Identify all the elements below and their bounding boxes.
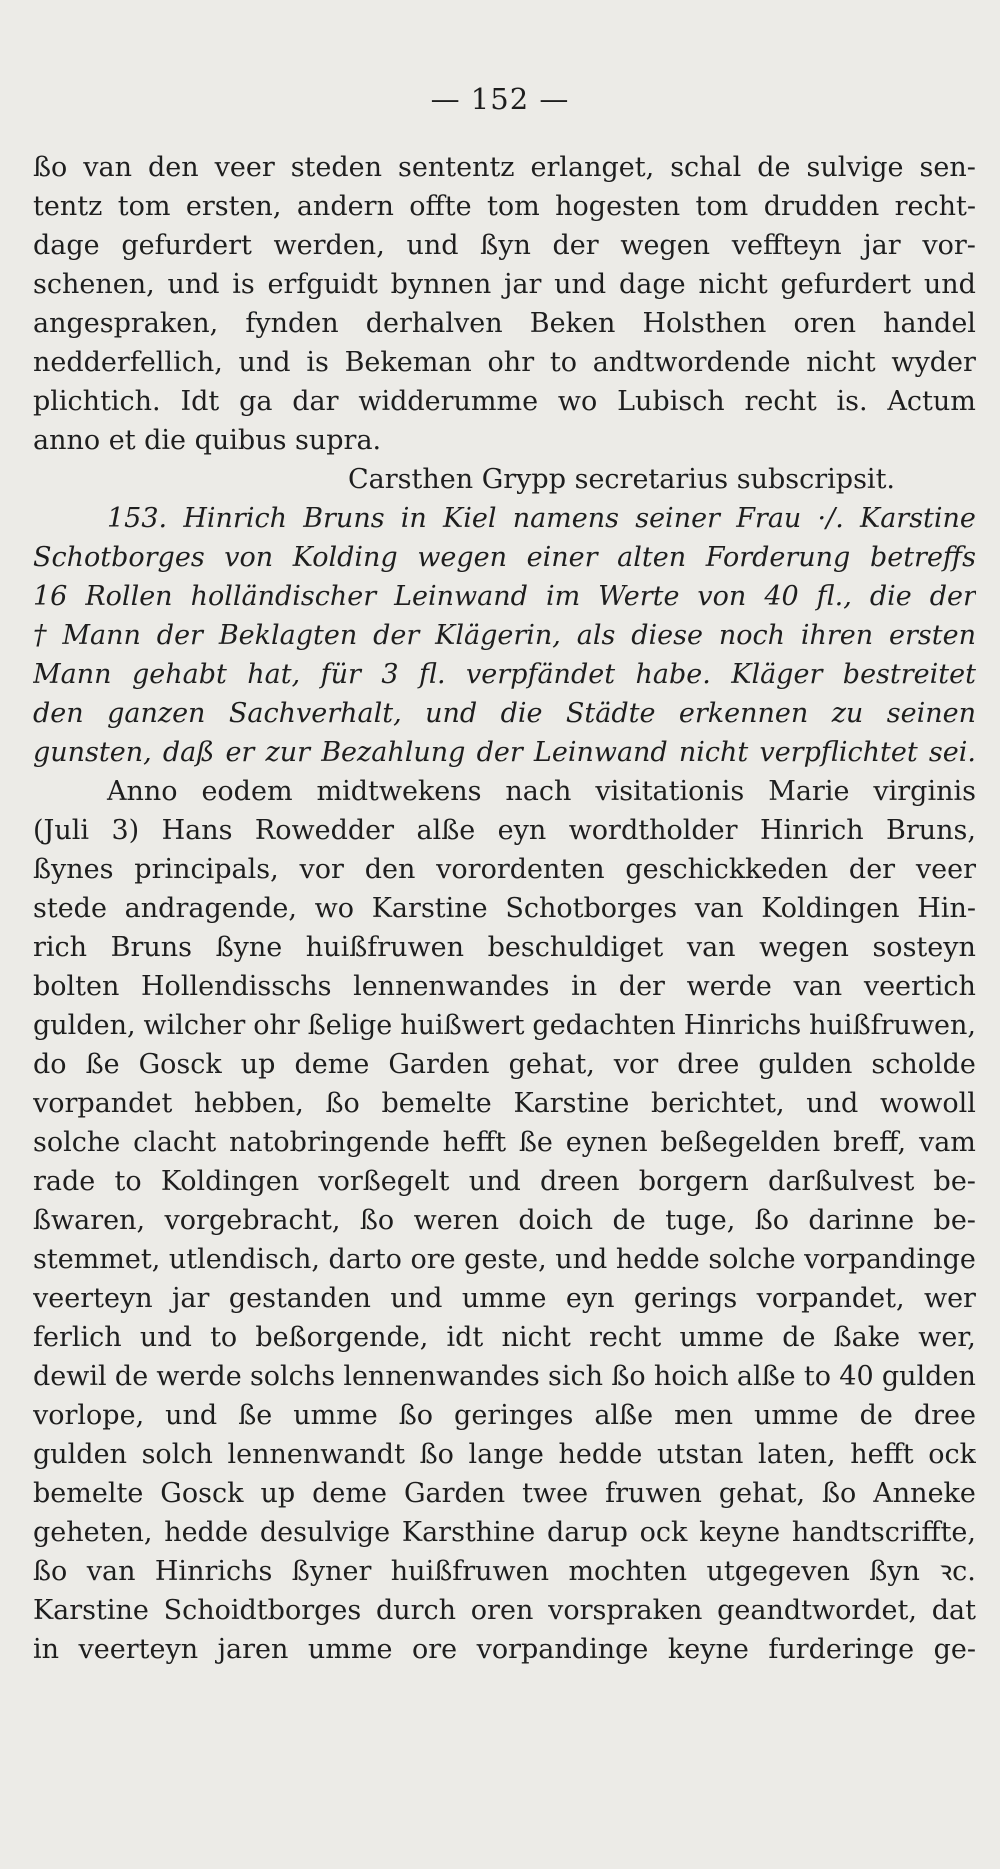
text-line: plichtich. Idt ga dar widderumme wo Lubisch recht is. Actum (33, 386, 976, 417)
text-line: vorlope, und ße umme ßo geringes alße men umme de dree (33, 1400, 976, 1431)
heading-summary-line: Schotborges von Kolding wegen einer alten Forderung betreffs (33, 542, 976, 573)
text-line: nedderfellich, und is Bekeman ohr to andtwordende nicht wyder (33, 347, 976, 378)
text-line: ßo van Hinrichs ßyner huißfruwen mochten utgegeven ßyn ꝛc. (33, 1556, 976, 1587)
text-line: angespraken, fynden derhalven Beken Holsthen oren handel (33, 308, 976, 339)
text-line: anno et die quibus supra. (33, 425, 382, 456)
heading-summary-line: den ganzen Sachverhalt, und die Städte erkennen zu seinen (33, 698, 976, 729)
text-line: Anno eodem midtwekens nach visitationis Marie virginis (107, 776, 976, 807)
page-number: — 152 — (430, 82, 570, 116)
text-line: ßwaren, vorgebracht, ßo weren doich de tuge, ßo darinne be- (33, 1205, 976, 1236)
text-line: rade to Koldingen vorßegelt und dreen borgern darßulvest be- (33, 1166, 976, 1197)
text-line: schenen, und is erfguidt bynnen jar und dage nicht gefurdert und (33, 269, 976, 300)
document-body (33, 148, 976, 1669)
text-line: gulden, wilcher ohr ßelige huißwert gedachten Hinrichs huißfruwen, (33, 1010, 976, 1041)
heading-summary-line: 153. Hinrich Bruns in Kiel namens seiner Frau ·/. Karstine (107, 503, 976, 534)
text-line: dewil de werde solchs lennenwandes sich ßo hoich alße to 40 gulden (33, 1361, 976, 1392)
text-line: geheten, hedde desulvige Karsthine darup ock keyne handtscriffte, (33, 1517, 976, 1548)
text-line: bemelte Gosck up deme Garden twee fruwen gehat, ßo Anneke (33, 1478, 976, 1509)
text-line: stede andragende, wo Karstine Schotborges van Koldingen Hin- (33, 893, 976, 924)
text-line: rich Bruns ßyne huißfruwen beschuldiget van wegen sosteyn (33, 932, 976, 963)
heading-summary-line: † Mann der Beklagten der Klägerin, als diese noch ihren ersten (33, 620, 976, 651)
text-line: dage gefurdert werden, und ßyn der wegen veffteyn jar vor- (33, 230, 976, 261)
text-line: (Juli 3) Hans Rowedder alße eyn wordtholder Hinrich Bruns, (33, 815, 976, 846)
heading-summary-line: Mann gehabt hat, für 3 fl. verpfändet habe. Kläger bestreitet (33, 659, 976, 690)
text-line: solche clacht natobringende hefft ße eynen beßegelden breff, vam (33, 1127, 976, 1158)
heading-summary-line: gunsten, daß er zur Bezahlung der Leinwand nicht verpflichtet sei. (33, 737, 976, 768)
text-line: gulden solch lennenwandt ßo lange hedde utstan laten, hefft ock (33, 1439, 976, 1470)
text-line: tentz tom ersten, andern offte tom hogesten tom drudden recht- (33, 191, 976, 222)
text-line: Karstine Schoidtborges durch oren vorspraken geandtwordet, dat (33, 1595, 976, 1626)
text-line: ßo van den veer steden sententz erlanget, schal de sulvige sen- (33, 152, 976, 183)
text-line: bolten Hollendisschs lennenwandes in der werde van veertich (33, 971, 976, 1002)
text-line: vorpandet hebben, ßo bemelte Karstine berichtet, und wowoll (33, 1088, 976, 1119)
text-line: do ße Gosck up deme Garden gehat, vor dree gulden scholde (33, 1049, 976, 1080)
heading-summary-line: 16 Rollen holländischer Leinwand im Werte von 40 fl., die der (33, 581, 976, 612)
text-line: ferlich und to beßorgende, idt nicht recht umme de ßake wer, (33, 1322, 976, 1353)
text-line: veerteyn jar gestanden und umme eyn gerings vorpandet, wer (33, 1283, 976, 1314)
text-line: in veerteyn jaren umme ore vorpandinge keyne furderinge ge- (33, 1634, 976, 1665)
text-line: stemmet, utlendisch, darto ore geste, und hedde solche vorpandinge (33, 1244, 976, 1275)
text-line: ßynes principals, vor den vorordenten geschickkeden der veer (33, 854, 976, 885)
signature-line: Carsthen Grypp secretarius subscripsit. (348, 464, 896, 495)
